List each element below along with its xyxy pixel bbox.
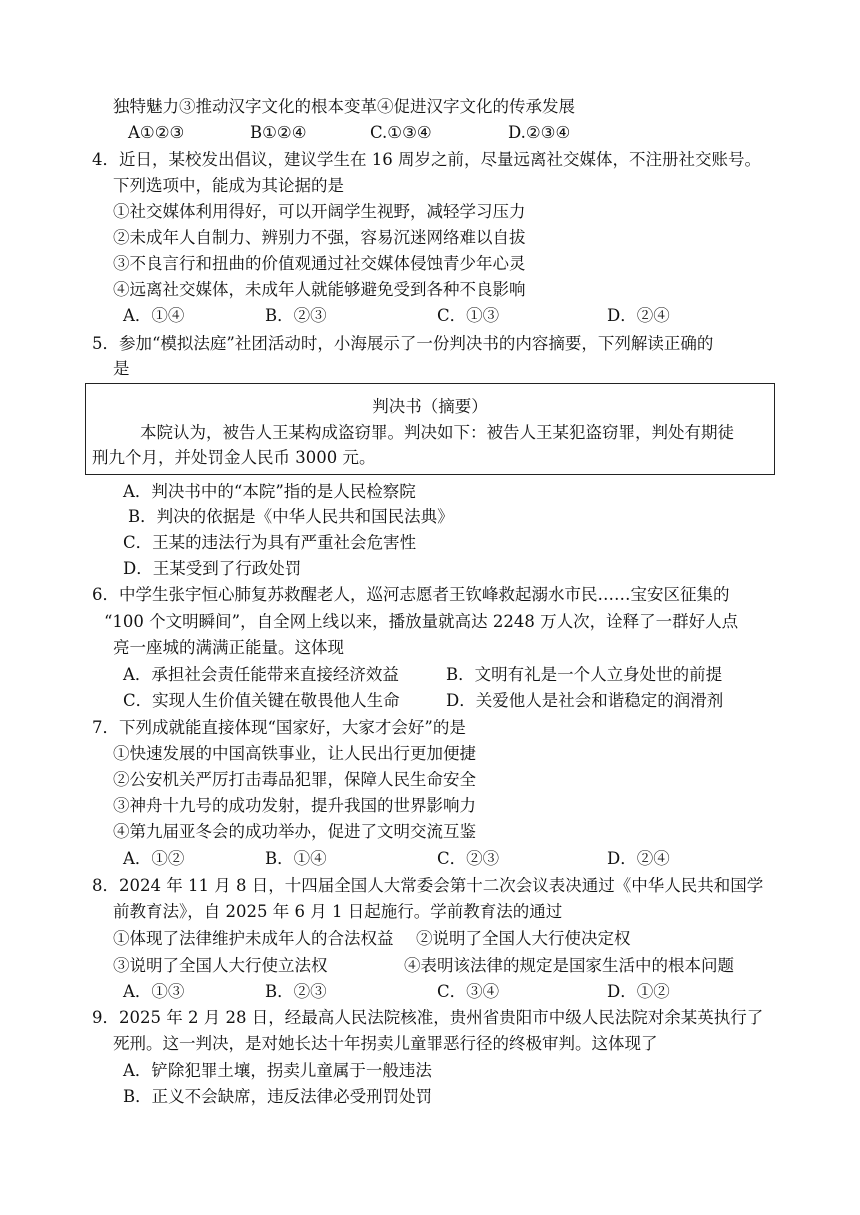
q9-stem-line2: 死刑。这一判决，是对她长达十年拐卖儿童罪恶行径的终极审判。这体现了 (113, 1034, 658, 1053)
q9-option-a: A．铲除犯罪土壤，拐卖儿童属于一般违法 (123, 1061, 432, 1080)
q8-option-d: D．①② (607, 982, 670, 1001)
q4-option-b: B．②③ (265, 306, 327, 325)
q6-option-d: D．关爱他人是社会和谐稳定的润滑剂 (446, 691, 724, 710)
q8-option-b: B．②③ (265, 982, 327, 1001)
q8-option-a: A．①③ (123, 982, 185, 1001)
q7-option-a: A．①② (123, 849, 185, 868)
q4-item-4: ④远离社交媒体，未成年人就能够避免受到各种不良影响 (113, 280, 526, 299)
q7-item-3: ③神舟十九号的成功发射，提升我国的世界影响力 (113, 796, 476, 815)
q5-option-d: D．王某受到了行政处罚 (123, 559, 302, 578)
q7-item-2: ②公安机关严厉打击毒品犯罪，保障人民生命安全 (113, 770, 476, 789)
q3-option-c: C.①③④ (370, 123, 432, 142)
q9-stem-line1: 9．2025 年 2 月 28 日，经最高人民法院核准，贵州省贵阳市中级人民法院对余某英执行了 (92, 1008, 764, 1027)
q7-option-d: D．②④ (607, 849, 670, 868)
q4-item-1: ①社交媒体利用得好，可以开阔学生视野，减轻学习压力 (113, 202, 526, 221)
q5-option-a: A．判决书中的“本院”指的是人民检察院 (123, 482, 416, 501)
q3-option-b: B①②④ (250, 123, 307, 142)
q5-option-c: C．王某的违法行为具有严重社会危害性 (123, 533, 417, 552)
q6-option-c: C．实现人生价值关键在敬畏他人生命 (123, 691, 400, 710)
q5-option-b: B．判决的依据是《中华人民共和国民法典》 (128, 507, 454, 526)
q7-stem: 7．下列成就能直接体现“国家好，大家才会好”的是 (92, 718, 466, 737)
q4-stem-line1: 4．近日，某校发出倡议，建议学生在 16 周岁之前，尽量远离社交媒体，不注册社交账号。 (92, 150, 761, 169)
q7-item-1: ①快速发展的中国高铁事业，让人民出行更加便捷 (113, 744, 476, 763)
q6-stem-line2: “100 个文明瞬间”，自全网上线以来，播放量就高达 2248 万人次，诠释了一群好人点 (104, 612, 739, 631)
q9-option-b: B．正义不会缺席，违反法律必受刑罚处罚 (123, 1087, 433, 1106)
q6-option-a: A．承担社会责任能带来直接经济效益 (123, 665, 399, 684)
q5-stem-line2: 是 (113, 359, 130, 378)
q4-option-d: D．②④ (607, 306, 670, 325)
judgment-text-line1: 本院认为，被告人王某构成盗窃罪。判决如下：被告人王某犯盗窃罪，判处有期徒 (140, 423, 734, 442)
q6-option-b: B．文明有礼是一个人立身处世的前提 (446, 665, 723, 684)
q3-option-a: A①②③ (128, 123, 185, 142)
judgment-text-line2: 刑九个月，并处罚金人民币 3000 元。 (92, 448, 376, 467)
q6-stem-line1: 6．中学生张宇恒心肺复苏救醒老人，巡河志愿者王钦峰救起溺水市民……宝安区征集的 (92, 585, 730, 604)
q8-option-c: C．③④ (437, 982, 500, 1001)
q8-item-3: ③说明了全国人大行使立法权 (113, 956, 328, 975)
q8-item-2: ②说明了全国人大行使决定权 (416, 929, 631, 948)
q3-stem-tail: 独特魅力③推动汉字文化的根本变革④促进汉字文化的传承发展 (113, 97, 575, 116)
q5-stem-line1: 5．参加“模拟法庭”社团活动时，小海展示了一份判决书的内容摘要，下列解读正确的 (92, 334, 714, 353)
q6-stem-line3: 亮一座城的满满正能量。这体现 (113, 638, 344, 657)
q7-option-b: B．①④ (265, 849, 327, 868)
q8-item-4: ④表明该法律的规定是国家生活中的根本问题 (404, 956, 734, 975)
judgment-box (85, 383, 775, 475)
q7-option-c: C．②③ (437, 849, 500, 868)
q4-stem-line2: 下列选项中，能成为其论据的是 (113, 176, 344, 195)
judgment-title: 判决书（摘要） (372, 397, 488, 416)
q8-stem-line1: 8．2024 年 11 月 8 日，十四届全国人大常委会第十二次会议表决通过《中华人民共和国学 (92, 876, 764, 895)
q7-item-4: ④第九届亚冬会的成功举办，促进了文明交流互鉴 (113, 822, 476, 841)
q8-stem-line2: 前教育法》，自 2025 年 6 月 1 日起施行。学前教育法的通过 (113, 902, 563, 921)
q3-option-d: D.②③④ (508, 123, 571, 142)
q4-item-2: ②未成年人自制力、辨别力不强，容易沉迷网络难以自拔 (113, 228, 526, 247)
q4-item-3: ③不良言行和扭曲的价值观通过社交媒体侵蚀青少年心灵 (113, 254, 526, 273)
q4-option-a: A．①④ (123, 306, 185, 325)
q4-option-c: C．①③ (437, 306, 500, 325)
q8-item-1: ①体现了法律维护未成年人的合法权益 (113, 929, 394, 948)
